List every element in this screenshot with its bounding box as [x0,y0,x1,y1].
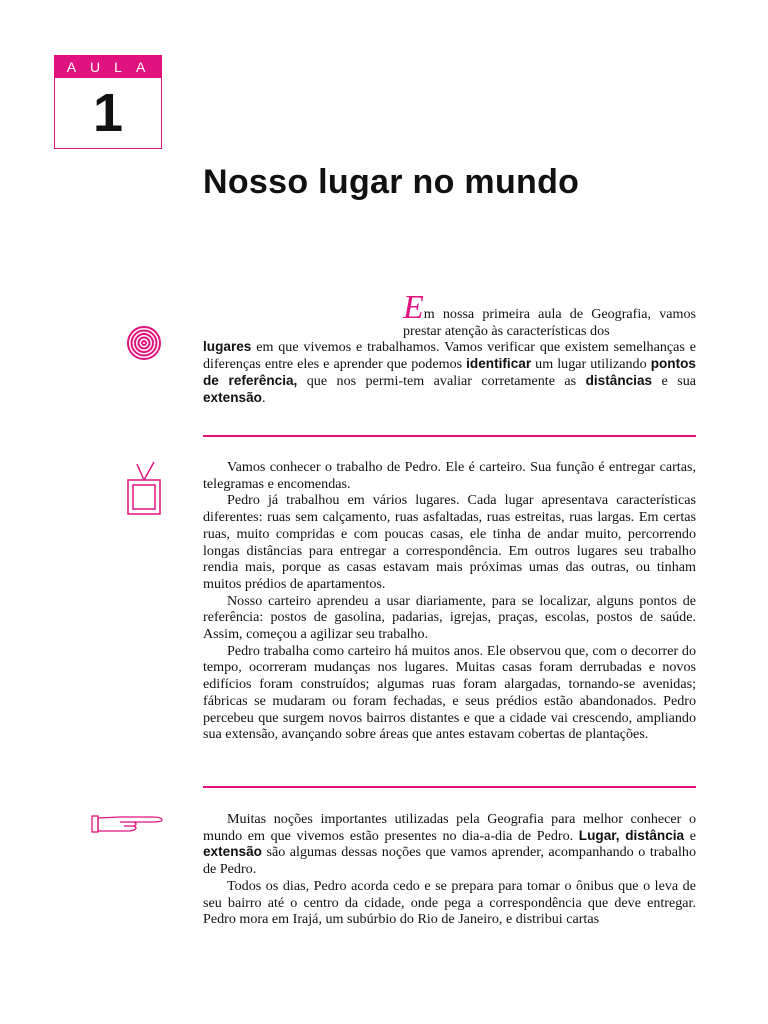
lesson-number: 1 [92,83,124,143]
section-1-text [203,459,696,743]
pointing-hand-icon [90,812,166,836]
keyword-distancias: distâncias [585,372,653,388]
intro-text-5: e sua [652,372,696,389]
lesson-badge [54,55,162,149]
dropcap-letter: E [403,289,424,326]
paragraph: Todos os dias, Pedro acorda cedo e se prepara para tomar o ônibus que o leva de seu bairro até o centro da cidade, onde pega a correspondência que deve entregar. Pedro mora em Irajá, um subúrbio do Rio de Janeiro, e distribui cartas [203,877,696,928]
page-title: Nosso lugar no mundo [203,163,580,201]
intro-paragraph [203,289,696,406]
section-divider [203,786,696,788]
intro-text-3: um lugar utilizando [531,356,651,373]
section-divider [203,435,696,437]
keyword-extensao: extensão [203,844,262,860]
keyword-distancia: distância [625,827,685,843]
paragraph: Pedro trabalha como carteiro há muitos anos. Ele observou que, com o decorrer do tempo, ocorreram mudanças nos lugares. Muitas casas foram derrubadas e novos edifícios foram construídos; algumas ruas foram alargadas, tornando-se avenidas; fábricas se mudaram ou foram fechadas, e seus prédios estão abandonados. Pedro percebeu que surgem novos bairros distantes e que a cidade vai crescendo, ampliando sua extensão, avançando sobre áreas que antes estavam cobertas de plantações. [203,642,696,743]
television-icon [124,460,164,518]
paragraph [203,811,696,878]
intro-text-6: . [261,389,266,406]
keyword-lugares: lugares [203,339,252,355]
paragraph: Nosso carteiro aprendeu a usar diariamente, para se localizar, alguns pontos de referência: postos de gasolina, padarias, igrejas, praças, escolas, postos de saúde. Assim, começou a agilizar seu trabalho. [203,592,696,643]
paragraph: Vamos conhecer o trabalho de Pedro. Ele é carteiro. Sua função é entregar cartas, telegramas e encomendas. [203,459,696,492]
intro-text-4: que nos permi-tem avaliar corretamente as [297,372,586,389]
keyword-identificar: identificar [466,356,532,372]
keyword-pontos-de-referencia: pontos de referência, [203,356,696,388]
paragraph: Pedro já trabalhou em vários lugares. Cada lugar apresentava características diferentes: ruas sem calçamento, ruas asfaltadas, ruas estreitas, ruas largas. Em certas ruas, muito compridas e com poucas casas, ele tinha de andar muito, percorrendo longas distâncias para entregar a correspondência. Em outros lugares seu trabalho rendia mais, porque as casas estavam mais próximas umas das outras, ou tinham muitos prédios de apartamentos. [203,492,696,592]
intro-text-1: m nossa primeira aula de Geografia, vamos prestar atenção às características dos [403,306,696,339]
section-2-text [203,811,696,928]
lesson-label: AULA [55,56,161,78]
text-span: e [684,827,696,844]
keyword-extensao: extensão [203,389,262,405]
intro-text-2: em que vivemos e trabalhamos. Vamos verificar que existem semelhanças e diferenças entre eles e aprender que podemos [203,339,696,373]
text-span: Muitas noções importantes utilizadas pela Geografia para melhor conhecer o mundo em que vivemos estão presentes no dia-a-dia de Pedro. [203,811,696,844]
keyword-lugar: Lugar, [578,827,620,843]
target-spiral-icon [126,325,162,361]
text-span: são algumas dessas noções que vamos aprender, acompanhando o trabalho de Pedro. [203,844,696,878]
